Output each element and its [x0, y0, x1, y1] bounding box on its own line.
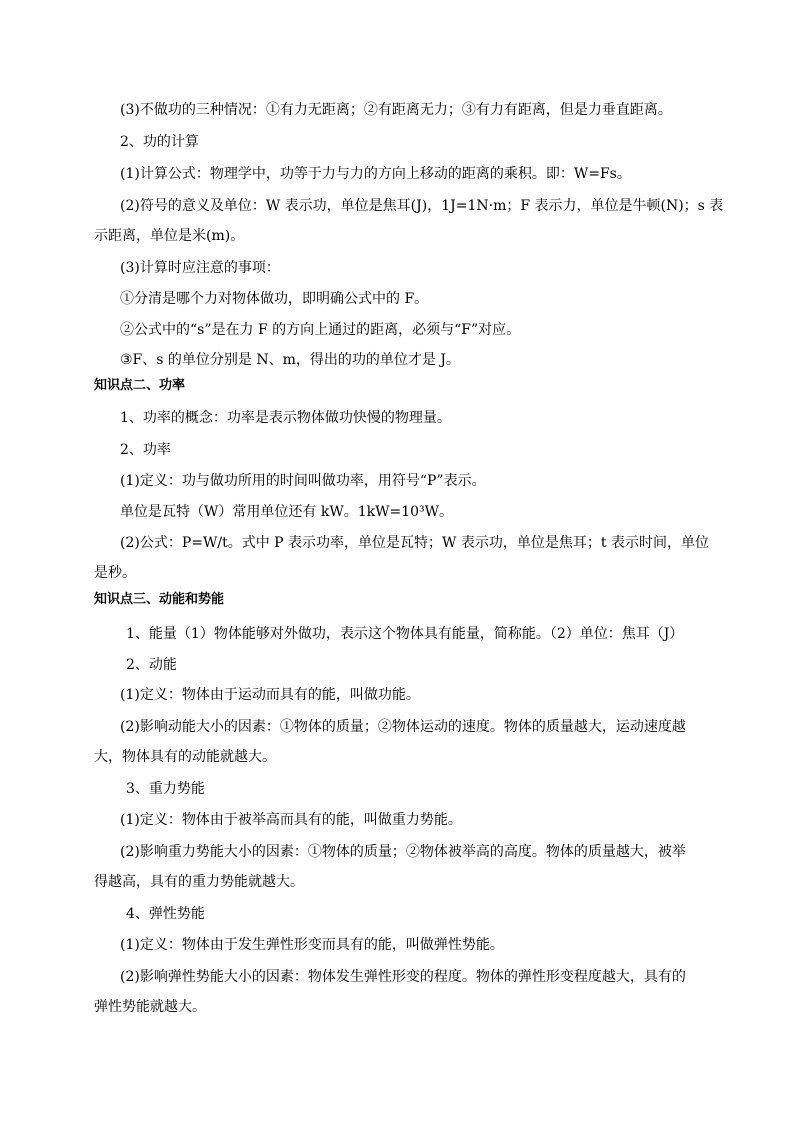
subheading-kinetic-energy: 2、动能: [126, 657, 177, 673]
subheading-work-calculation: 2、功的计算: [120, 134, 199, 150]
paragraph-line: 单位是瓦特（W）常用单位还有 kW。1kW=10³W。: [120, 504, 454, 520]
paragraph-line: ③F、s 的单位分别是 N、m，得出的功的单位才是 J。: [120, 352, 460, 368]
paragraph-line: (1)定义：物体由于被举高而具有的能，叫做重力势能。: [120, 812, 462, 828]
paragraph-line: (2)公式：P=W/t。式中 P 表示功率，单位是瓦特；W 表示功，单位是焦耳；t 表示时间，单位: [120, 535, 709, 551]
paragraph-line: 得越高，具有的重力势能就越大。: [94, 874, 304, 890]
subheading-gravitational-energy: 3、重力势能: [126, 781, 205, 797]
paragraph-line: (2)影响弹性势能大小的因素：物体发生弹性形变的程度。物体的弹性形变程度越大，具有的: [120, 969, 686, 985]
paragraph-line: (1)计算公式：物理学中，功等于力与力的方向上移动的距离的乘积。即：W=Fs。: [120, 166, 631, 182]
paragraph-line: (1)定义：物体由于发生弹性形变而具有的能，叫做弹性势能。: [120, 937, 504, 953]
paragraph-line: (2)影响重力势能大小的因素：①物体的质量；②物体被举高的高度。物体的质量越大，被举: [120, 844, 686, 860]
paragraph-line: 示距离，单位是米(m)。: [94, 228, 245, 244]
paragraph-line: 是秒。: [94, 565, 136, 581]
paragraph-line: (1)定义：功与做功所用的时间叫做功率，用符号“P”表示。: [120, 473, 486, 489]
paragraph-line: 1、能量（1）物体能够对外做功，表示这个物体具有能量，简称能。（2）单位：焦耳（J）: [126, 626, 684, 642]
paragraph-line: (2)影响动能大小的因素：①物体的质量；②物体运动的速度。物体的质量越大，运动速度越: [120, 719, 686, 735]
paragraph-line: (3)计算时应注意的事项：: [120, 260, 280, 276]
paragraph-line: ①分清是哪个力对物体做功，即明确公式中的 F。: [120, 291, 429, 307]
section-heading-power: 知识点二、功率: [94, 378, 186, 393]
paragraph-line: 弹性势能就越大。: [94, 999, 206, 1015]
paragraph-line: 大，物体具有的动能就越大。: [94, 749, 276, 765]
paragraph-line: (2)符号的意义及单位：W 表示功，单位是焦耳(J)，1J=1N·m；F 表示力，单位是牛顿(N)；s 表: [120, 198, 724, 214]
paragraph-line: ②公式中的“s”是在力 F 的方向上通过的距离，必须与“F”对应。: [120, 322, 521, 338]
subheading-power: 2、功率: [120, 442, 171, 458]
subheading-elastic-energy: 4、弹性势能: [126, 906, 205, 922]
paragraph-line: (3)不做功的三种情况：①有力无距离；②有距离无力；③有力有距离，但是力垂直距离。: [120, 102, 672, 118]
section-heading-energy: 知识点三、动能和势能: [94, 592, 225, 607]
paragraph-line: 1、功率的概念：功率是表示物体做功快慢的物理量。: [120, 410, 451, 426]
paragraph-line: (1)定义：物体由于运动而具有的能，叫做功能。: [120, 687, 420, 703]
